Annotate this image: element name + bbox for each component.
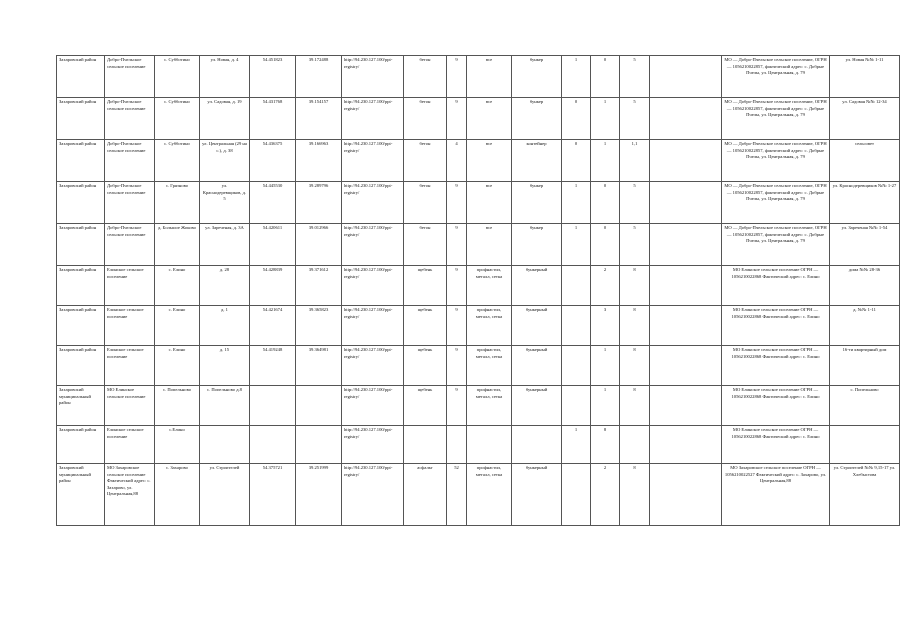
material-cell: профнастил, металл, сетка xyxy=(467,464,512,526)
latitude-cell xyxy=(250,386,296,426)
count-b-cell: 3 xyxy=(591,306,620,346)
count-a-cell: 1 xyxy=(562,426,591,464)
locality-cell: с. Елино xyxy=(155,306,200,346)
count-a-cell xyxy=(562,464,591,526)
settlement-cell: Добро-Пчельское сельское поселение xyxy=(105,98,155,140)
longitude-cell xyxy=(296,426,342,464)
settlement-cell: МО Захаровское сельское поселение Фактический адрес: с. Захарово, ул. Центральная,88 xyxy=(105,464,155,526)
area-cell: 9 xyxy=(447,56,467,98)
settlement-cell: Добро-Пчельское сельское поселение xyxy=(105,182,155,224)
owner-cell: МО Елинское сельское поселение ОГРН — 1056210022868 Фактический адрес: с. Елино xyxy=(722,386,830,426)
material-cell: профнастил, металл, сетка xyxy=(467,266,512,306)
fence-cell: бункер xyxy=(512,56,562,98)
longitude-cell: 39.364981 xyxy=(296,346,342,386)
locality-cell: с.Елино xyxy=(155,426,200,464)
surface-cell: бетон xyxy=(404,140,447,182)
settlement-cell: Добро-Пчельское сельское поселение xyxy=(105,140,155,182)
fence-cell: контейнер xyxy=(512,140,562,182)
count-a-cell xyxy=(562,266,591,306)
material-cell: все xyxy=(467,182,512,224)
district-cell: Захаровский район xyxy=(57,140,105,182)
latitude-cell: 54.428839 xyxy=(250,266,296,306)
count-c-cell: 5 xyxy=(620,224,650,266)
owner-cell: МО Елинское сельское поселение ОГРН — 1056210022868 Фактический адрес: с. Елино xyxy=(722,266,830,306)
material-cell xyxy=(467,426,512,464)
table-row xyxy=(57,98,900,140)
fence-cell: бункерный xyxy=(512,464,562,526)
count-c-cell: 8 xyxy=(620,306,650,346)
table-row xyxy=(57,306,900,346)
count-b-cell: 0 xyxy=(591,224,620,266)
district-cell: Захаровский район xyxy=(57,56,105,98)
url-cell: http://94.230.127.100/ppt-registry/ xyxy=(342,306,404,346)
table-row xyxy=(57,464,900,526)
fence-cell: бункер xyxy=(512,224,562,266)
source-cell: ул. Строителей №№ 9,15-17 ул. Хлебыстова xyxy=(830,464,900,526)
count-c-cell: 8 xyxy=(620,346,650,386)
registry-table xyxy=(56,55,900,526)
area-cell: 9 xyxy=(447,266,467,306)
owner-cell: МО — Добро-Пчельское сельское поселение, ОГРН — 1056210022857, фактический адрес: с. Добрые Пчелы, ул. Центральная, д. 79 xyxy=(722,224,830,266)
empty-cell xyxy=(650,224,722,266)
address-cell: ул. Новая, д. 4 xyxy=(200,56,250,98)
source-cell: 16-ти квартирный дом xyxy=(830,346,900,386)
longitude-cell: 39.289796 xyxy=(296,182,342,224)
count-c-cell: 8 xyxy=(620,266,650,306)
area-cell xyxy=(447,426,467,464)
settlement-cell: МО Елинское сельское поселение xyxy=(105,386,155,426)
url-cell: http://94.230.127.100/ppt-registry/ xyxy=(342,182,404,224)
surface-cell: щебень xyxy=(404,306,447,346)
fence-cell: бункерный xyxy=(512,306,562,346)
url-cell: http://94.230.127.100/ppt-registry/ xyxy=(342,98,404,140)
locality-cell: с. Попельново xyxy=(155,386,200,426)
owner-cell: МО — Добро-Пчельское сельское поселение, ОГРН — 1056210022857, фактический адрес: с. Добрые Пчелы, ул. Центральная, д. 79 xyxy=(722,140,830,182)
count-b-cell: 1 xyxy=(591,98,620,140)
owner-cell: МО — Добро-Пчельское сельское поселение, ОГРН — 1056210022857, фактический адрес: с. Добрые Пчелы, ул. Центральная, д. 79 xyxy=(722,56,830,98)
locality-cell: с. Грязново xyxy=(155,182,200,224)
count-b-cell: 2 xyxy=(591,266,620,306)
surface-cell: асфальт xyxy=(404,464,447,526)
count-a-cell xyxy=(562,386,591,426)
source-cell: ул. Краснодеревщиков №№ 1-27 xyxy=(830,182,900,224)
surface-cell: щебень xyxy=(404,386,447,426)
locality-cell: с. Захарово xyxy=(155,464,200,526)
url-cell: http://94.230.127.100/ppt-registry/ xyxy=(342,140,404,182)
area-cell: 9 xyxy=(447,306,467,346)
empty-cell xyxy=(650,98,722,140)
empty-cell xyxy=(650,140,722,182)
area-cell: 4 xyxy=(447,140,467,182)
latitude-cell: 54.445530 xyxy=(250,182,296,224)
district-cell: Захаровский район xyxy=(57,426,105,464)
address-cell: ул. Садовая, д. 19 xyxy=(200,98,250,140)
url-cell: http://94.230.127.100/ppt-registry/ xyxy=(342,56,404,98)
empty-cell xyxy=(650,346,722,386)
owner-cell: МО — Добро-Пчельское сельское поселение, ОГРН — 1056210022857, фактический адрес: с. Добрые Пчелы, ул. Центральная, д. 79 xyxy=(722,98,830,140)
latitude-cell: 54.375721 xyxy=(250,464,296,526)
count-b-cell: 2 xyxy=(591,464,620,526)
material-cell: все xyxy=(467,98,512,140)
material-cell: профнастил, металл, сетка xyxy=(467,346,512,386)
address-cell: ул. Зареченая, д. 3А xyxy=(200,224,250,266)
count-b-cell: 8 xyxy=(591,426,620,464)
longitude-cell: 39.166963 xyxy=(296,140,342,182)
empty-cell xyxy=(650,464,722,526)
address-cell: ул. Строителей xyxy=(200,464,250,526)
source-cell: с. Попельново xyxy=(830,386,900,426)
material-cell: профнастил, металл, сетка xyxy=(467,306,512,346)
longitude-cell: 39.172488 xyxy=(296,56,342,98)
count-c-cell xyxy=(620,426,650,464)
owner-cell: МО Елинское сельское поселение ОГРН — 1056210022868 Фактический адрес: с. Елино xyxy=(722,306,830,346)
url-cell: http://94.230.127.100/ppt-registry/ xyxy=(342,426,404,464)
owner-cell: МО — Добро-Пчельское сельское поселение, ОГРН — 1056210022857, фактический адрес: с. Добрые Пчелы, ул. Центральная, д. 79 xyxy=(722,182,830,224)
address-cell: с. Попельново д.8 xyxy=(200,386,250,426)
settlement-cell: Елинское сельское поселение xyxy=(105,306,155,346)
material-cell: все xyxy=(467,140,512,182)
address-cell xyxy=(200,426,250,464)
source-cell: дома №№ 28-36 xyxy=(830,266,900,306)
surface-cell: щебень xyxy=(404,266,447,306)
fence-cell: бункер xyxy=(512,182,562,224)
count-a-cell: 0 xyxy=(562,98,591,140)
surface-cell: бетон xyxy=(404,182,447,224)
settlement-cell: Елинское сельское поселение xyxy=(105,346,155,386)
source-cell: ул. Садовая №№ 12-34 xyxy=(830,98,900,140)
count-c-cell: 5 xyxy=(620,182,650,224)
longitude-cell: 39.251999 xyxy=(296,464,342,526)
fence-cell: бункерный xyxy=(512,346,562,386)
locality-cell: с. Елино xyxy=(155,266,200,306)
material-cell: все xyxy=(467,224,512,266)
longitude-cell: 39.365823 xyxy=(296,306,342,346)
url-cell: http://94.230.127.100/ppt-registry/ xyxy=(342,266,404,306)
locality-cell: с. Субботино xyxy=(155,98,200,140)
latitude-cell: 54.421674 xyxy=(250,306,296,346)
district-cell: Захаровский район xyxy=(57,306,105,346)
area-cell: 9 xyxy=(447,224,467,266)
surface-cell xyxy=(404,426,447,464)
count-b-cell: 1 xyxy=(591,346,620,386)
settlement-cell: Добро-Пчельское сельское поселение xyxy=(105,224,155,266)
longitude-cell: 39.371612 xyxy=(296,266,342,306)
district-cell: Захаровский район xyxy=(57,266,105,306)
count-a-cell: 1 xyxy=(562,224,591,266)
count-a-cell xyxy=(562,346,591,386)
count-c-cell: 5 xyxy=(620,56,650,98)
address-cell: ул. Краснодеревщиков, д. 5 xyxy=(200,182,250,224)
locality-cell: с. Субботино xyxy=(155,56,200,98)
latitude-cell: 54.419248 xyxy=(250,346,296,386)
count-c-cell: 8 xyxy=(620,464,650,526)
area-cell: 9 xyxy=(447,98,467,140)
longitude-cell: 39.154157 xyxy=(296,98,342,140)
url-cell: http://94.230.127.100/ppt-registry/ xyxy=(342,224,404,266)
source-cell: ул. Новая №№ 1-11 xyxy=(830,56,900,98)
count-a-cell: 1 xyxy=(562,56,591,98)
address-cell: д. 1 xyxy=(200,306,250,346)
count-a-cell: 1 xyxy=(562,182,591,224)
latitude-cell xyxy=(250,426,296,464)
source-cell: ул. Зареченая №№ 1-54 xyxy=(830,224,900,266)
count-b-cell: 0 xyxy=(591,182,620,224)
area-cell: 9 xyxy=(447,346,467,386)
empty-cell xyxy=(650,306,722,346)
surface-cell: бетон xyxy=(404,98,447,140)
locality-cell: д. Большое Жоково xyxy=(155,224,200,266)
table-row xyxy=(57,386,900,426)
owner-cell: МО Захаровское сельское поселение ОГРН — 1056210022527 Фактический адрес: с. Захарово, ул. Центральная,88 xyxy=(722,464,830,526)
address-cell: ул. Центральная (29 на с.), д. 38 xyxy=(200,140,250,182)
count-a-cell: 0 xyxy=(562,140,591,182)
count-a-cell xyxy=(562,306,591,346)
table-row xyxy=(57,346,900,386)
address-cell: д. 15 xyxy=(200,346,250,386)
surface-cell: бетон xyxy=(404,224,447,266)
owner-cell: МО Елинское сельское поселение ОГРН — 1056210022868 Фактический адрес: с. Елино xyxy=(722,426,830,464)
locality-cell: с. Елино xyxy=(155,346,200,386)
surface-cell: щебень xyxy=(404,346,447,386)
address-cell: д. 28 xyxy=(200,266,250,306)
material-cell: все xyxy=(467,56,512,98)
count-c-cell: 5 xyxy=(620,98,650,140)
latitude-cell: 54.420611 xyxy=(250,224,296,266)
fence-cell: бункер xyxy=(512,98,562,140)
url-cell: http://94.230.127.100/ppt-registry/ xyxy=(342,464,404,526)
surface-cell: бетон xyxy=(404,56,447,98)
fence-cell: бункерный xyxy=(512,386,562,426)
owner-cell: МО Елинское сельское поселение ОГРН — 1056210022868 Фактический адрес: с. Елино xyxy=(722,346,830,386)
locality-cell: с. Субботино xyxy=(155,140,200,182)
latitude-cell: 54.431768 xyxy=(250,98,296,140)
table-row xyxy=(57,426,900,464)
count-b-cell: 1 xyxy=(591,386,620,426)
latitude-cell: 54.436375 xyxy=(250,140,296,182)
settlement-cell: Елинское сельское поселение xyxy=(105,266,155,306)
url-cell: http://94.230.127.100/ppt-registry/ xyxy=(342,346,404,386)
district-cell: Захаровский район xyxy=(57,346,105,386)
settlement-cell: Елинское сельское поселение xyxy=(105,426,155,464)
registry-rows xyxy=(57,56,900,526)
table-row xyxy=(57,56,900,98)
district-cell: Захаровский район xyxy=(57,224,105,266)
table-row xyxy=(57,266,900,306)
empty-cell xyxy=(650,56,722,98)
district-cell: Захаровский район xyxy=(57,98,105,140)
table-row xyxy=(57,224,900,266)
source-cell xyxy=(830,426,900,464)
area-cell: 9 xyxy=(447,386,467,426)
count-c-cell: 1,1 xyxy=(620,140,650,182)
empty-cell xyxy=(650,266,722,306)
count-b-cell: 1 xyxy=(591,140,620,182)
count-c-cell: 8 xyxy=(620,386,650,426)
fence-cell: бункерный xyxy=(512,266,562,306)
longitude-cell: 39.012966 xyxy=(296,224,342,266)
district-cell: Захаровский район xyxy=(57,182,105,224)
count-b-cell: 0 xyxy=(591,56,620,98)
district-cell: Захаровский муниципальный район xyxy=(57,464,105,526)
district-cell: Захаровский муниципальный район xyxy=(57,386,105,426)
longitude-cell xyxy=(296,386,342,426)
empty-cell xyxy=(650,182,722,224)
table-row xyxy=(57,140,900,182)
table-row xyxy=(57,182,900,224)
fence-cell xyxy=(512,426,562,464)
latitude-cell: 54.451823 xyxy=(250,56,296,98)
empty-cell xyxy=(650,386,722,426)
empty-cell xyxy=(650,426,722,464)
source-cell: д. №№ 1-11 xyxy=(830,306,900,346)
source-cell: сельсовет xyxy=(830,140,900,182)
url-cell: http://94.230.127.100/ppt-registry/ xyxy=(342,386,404,426)
area-cell: 9 xyxy=(447,182,467,224)
settlement-cell: Добро-Пчельское сельское поселение xyxy=(105,56,155,98)
area-cell: 52 xyxy=(447,464,467,526)
material-cell: профнастил, металл, сетка xyxy=(467,386,512,426)
